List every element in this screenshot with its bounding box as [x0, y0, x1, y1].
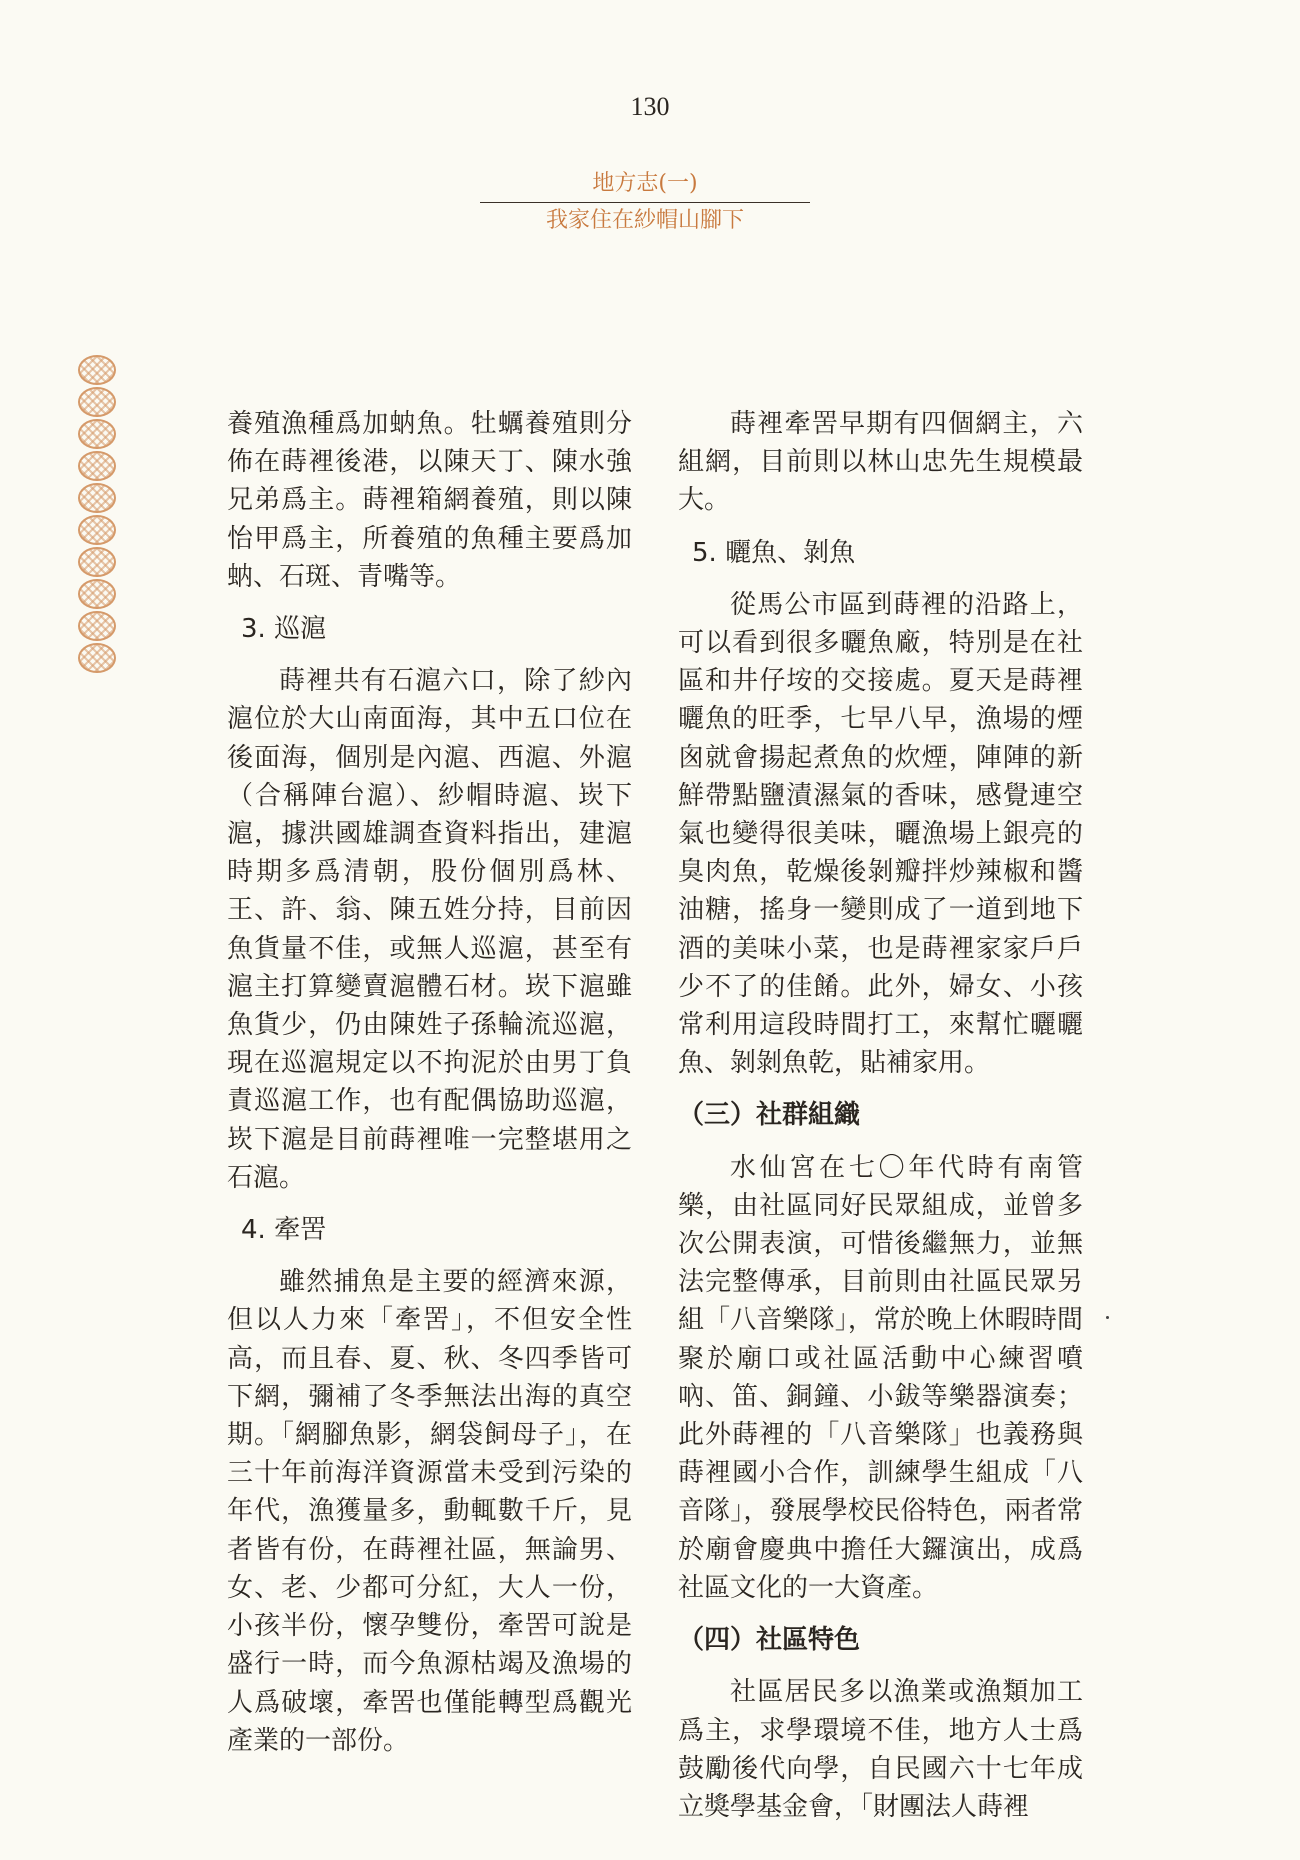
ornament-oval — [78, 451, 116, 481]
running-head-rule — [480, 202, 810, 203]
ornament-oval — [78, 355, 116, 385]
section-heading-4: （四）社區特色 — [678, 1625, 861, 1656]
left-paragraph-2: 蒔裡共有石滬六口，除了紗內滬位於大山南面海，其中五口位在後面海，個別是內滬、西滬、外滬（合稱陣台滬）、紗帽時滬、崁下滬，據洪國雄調查資料指出，建滬時期多爲清朝，股份個別爲林、王、許、翁、陳五姓分持，目前因魚貨量不佳，或無人巡滬，甚至有滬主打算變賣滬體石材。崁下滬雖魚貨少，仍由陳姓子孫輪流巡滬，現在巡滬規定以不拘泥於由男丁負責巡滬工作，也有配偶協助巡滬，崁下滬是目前蒔裡唯一完整堪用之石滬。 — [227, 666, 632, 1193]
right-paragraph-3: 水仙宮在七〇年代時有南管樂，由社區同好民眾組成，並曾多次公開表演，可惜後繼無力，並無法完整傳承，目前則由社區民眾另組「八音樂隊」，常於晚上休暇時間聚於廟口或社區活動中心練習噴吶、笛、銅鐘、小鈸等樂器演奏；此外蒔裡的「八音樂隊」也義務與蒔裡國小合作，訓練學生組成「八音隊」，發展學校民俗特色，兩者常於廟會慶典中擔任大鑼演出，成爲社區文化的一大資產。 — [678, 1152, 1083, 1603]
right-paragraph-4: 社區居民多以漁業或漁類加工爲主，求學環境不佳，地方人士爲鼓勵後代向學，自民國六十七年成立獎學基金會，「財團法人蒔裡 — [678, 1677, 1083, 1822]
ornament-oval — [78, 643, 116, 673]
right-paragraph-1: 蒔裡牽罟早期有四個網主，六組網，目前則以林山忠先生規模最大。 — [678, 409, 1083, 516]
page-number: 130 — [630, 92, 670, 121]
ornament-oval — [78, 419, 116, 449]
ornament-oval — [78, 579, 116, 609]
subheading-5: 5. 曬魚、剝魚 — [692, 537, 856, 568]
right-paragraph-2: 從馬公市區到蒔裡的沿路上，可以看到很多曬魚廠，特別是在社區和井仔垵的交接處。夏天是蒔裡曬魚的旺季，七早八早，漁場的煙囪就會揚起煮魚的炊煙，陣陣的新鮮帶點鹽漬濕氣的香味，感覺連空氣也變得很美味，曬漁場上銀亮的臭肉魚，乾燥後剝瓣拌炒辣椒和醬油糖，搖身一變則成了一道到地下酒的美味小菜，也是蒔裡家家戶戶少不了的佳餚。此外，婦女、小孩常利用這段時間打工，來幫忙曬曬魚、剝剝魚乾，貼補家用。 — [678, 589, 1083, 1079]
speck — [1106, 1316, 1109, 1319]
subheading-3: 3. 巡滬 — [241, 614, 327, 645]
left-column — [227, 405, 632, 1774]
ornament-oval — [78, 515, 116, 545]
running-head-book: 地方志(一) — [592, 171, 698, 196]
running-head-subtitle: 我家住在紗帽山腳下 — [545, 208, 744, 233]
ornament-oval — [78, 483, 116, 513]
left-paragraph-1: 養殖漁種爲加蚋魚。牡蠣養殖則分佈在蒔裡後港，以陳天丁、陳水強兄弟爲主。蒔裡箱網養殖，則以陳怡甲爲主，所養殖的魚種主要爲加蚋、石斑、青嘴等。 — [227, 409, 632, 592]
left-paragraph-3: 雖然捕魚是主要的經濟來源，但以人力來「牽罟」，不但安全性高，而且春、夏、秋、冬四季皆可下網，彌補了冬季無法出海的真空期。「網腳魚影，網袋飼母子」，在三十年前海洋資源當未受到污染的年代，漁獲量多，動輒數千斤，見者皆有份，在蒔裡社區，無論男、女、老、少都可分紅，大人一份，小孩半份，懷孕雙份，牽罟可說是盛行一時，而今魚源枯竭及漁場的人爲破壞，牽罟也僅能轉型爲觀光產業的一部份。 — [227, 1267, 632, 1756]
ornament-oval — [78, 547, 116, 577]
subheading-4: 4. 牽罟 — [241, 1215, 327, 1246]
section-heading-3: （三）社群組織 — [678, 1100, 861, 1131]
running-head — [480, 170, 810, 235]
ornament-oval — [78, 611, 116, 641]
right-column — [678, 405, 1083, 1840]
side-ornament — [78, 355, 118, 675]
ornament-oval — [78, 387, 116, 417]
